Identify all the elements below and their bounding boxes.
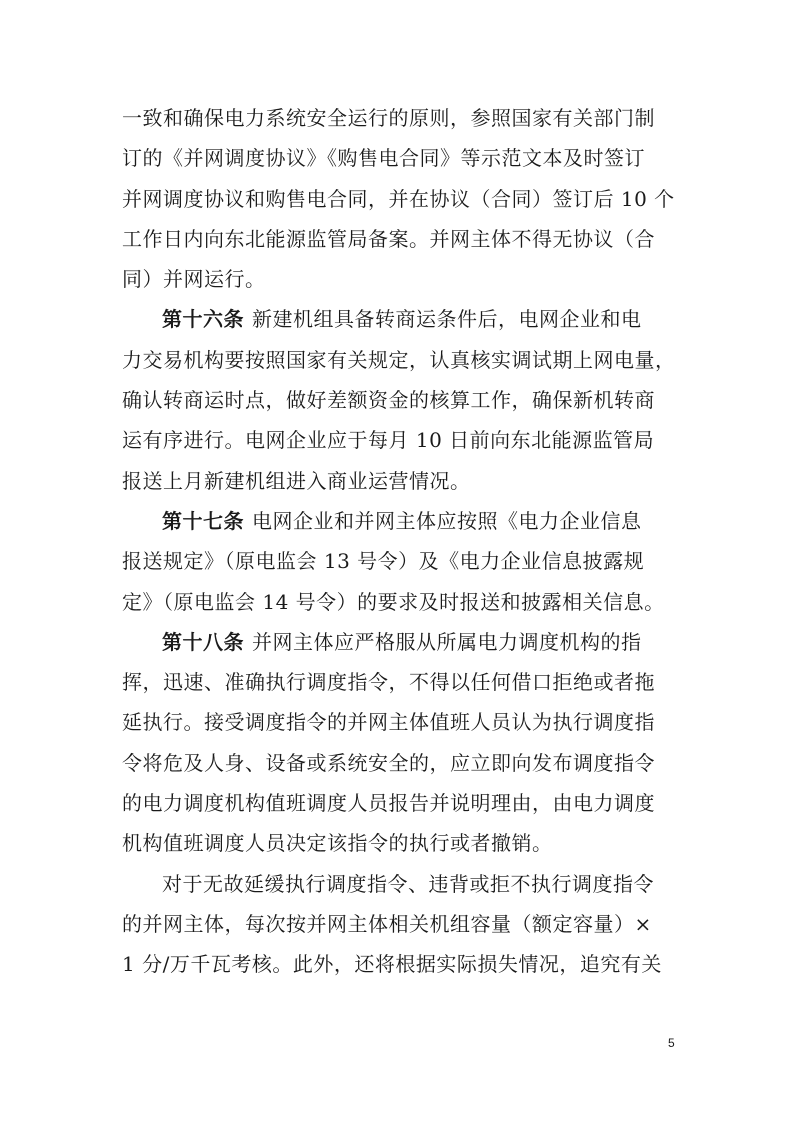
text-line: 的电力调度机构值班调度人员报告并说明理由，由电力调度 bbox=[122, 791, 655, 816]
text-line: 报送上月新建机组进入商业运营情况。 bbox=[122, 468, 471, 493]
page-number: 5 bbox=[668, 1036, 675, 1050]
text-line: 定》（原电监会 14 号令）的要求及时报送和披露相关信息。 bbox=[122, 589, 665, 614]
article-18-line: 第十八条 并网主体应严格服从所属电力调度机构的指 bbox=[162, 629, 642, 654]
text-line: 确认转商运时点，做好差额资金的核算工作，确保新机转商 bbox=[122, 388, 655, 413]
text-line: 1 分/万千瓦考核。此外，还将根据实际损失情况，追究有关 bbox=[122, 952, 662, 977]
article-heading: 第十七条 bbox=[162, 508, 244, 533]
text-line: 工作日内向东北能源监管局备案。并网主体不得无协议（合 bbox=[122, 226, 655, 251]
text-line: 令将危及人身、设备或系统安全的，应立即向发布调度指令 bbox=[122, 750, 655, 775]
text-line: 同）并网运行。 bbox=[122, 267, 266, 292]
document-body bbox=[122, 98, 682, 985]
text-line: 一致和确保电力系统安全运行的原则，参照国家有关部门制 bbox=[122, 106, 655, 130]
text-line: 挥，迅速、准确执行调度指令，不得以任何借口拒绝或者拖 bbox=[122, 670, 655, 695]
article-heading: 第十六条 bbox=[162, 307, 244, 332]
text-line: 延执行。接受调度指令的并网主体值班人员认为执行调度指 bbox=[122, 710, 655, 735]
text-line: 机构值班调度人员决定该指令的执行或者撤销。 bbox=[122, 831, 553, 856]
text-line: 运有序进行。电网企业应于每月 10 日前向东北能源监管局 bbox=[122, 428, 655, 453]
text-line: 力交易机构要按照国家有关规定，认真核实调试期上网电量， bbox=[122, 347, 676, 372]
text-line: 报送规定》（原电监会 13 号令）及《电力企业信息披露规 bbox=[122, 549, 645, 574]
article-heading: 第十八条 bbox=[162, 629, 244, 654]
text-line: 的并网主体，每次按并网主体相关机组容量（额定容量）× bbox=[122, 911, 652, 936]
article-16-line: 第十六条 新建机组具备转商运条件后，电网企业和电 bbox=[162, 307, 642, 332]
paragraph-line: 对于无故延缓执行调度指令、违背或拒不执行调度指令 bbox=[162, 871, 654, 896]
text-line: 订的《并网调度协议》《购售电合同》等示范文本及时签订 bbox=[122, 146, 645, 171]
text-line: 并网调度协议和购售电合同，并在协议（合同）签订后 10 个 bbox=[122, 186, 675, 211]
article-17-line: 第十七条 电网企业和并网主体应按照《电力企业信息 bbox=[162, 508, 642, 533]
